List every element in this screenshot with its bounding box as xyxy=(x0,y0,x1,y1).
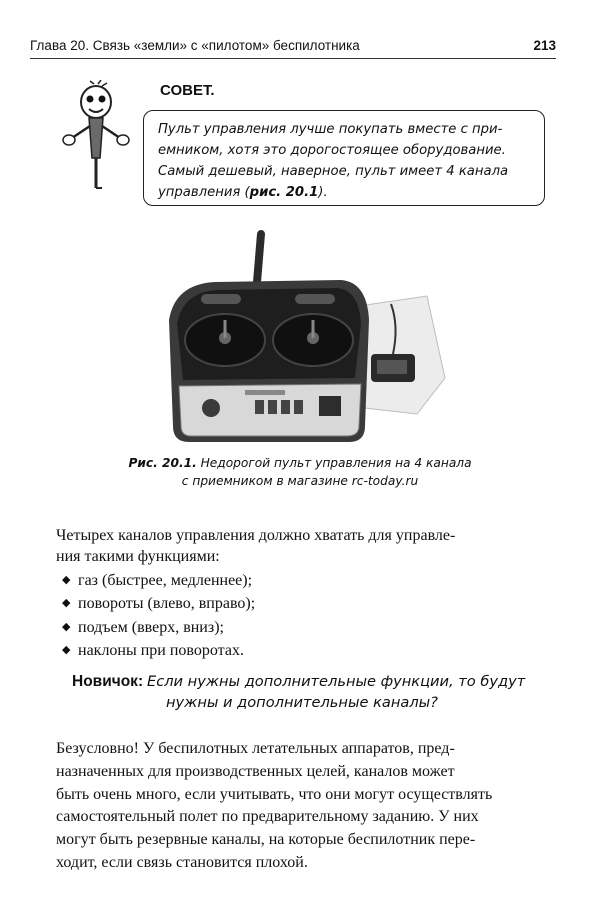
bullet-icon: ◆ xyxy=(62,597,71,610)
bullet-icon: ◆ xyxy=(62,643,71,656)
tip-last-prefix: управления ( xyxy=(158,185,250,200)
novice-question-text-2: нужны и дополнительные каналы? xyxy=(166,694,438,711)
tip-label: СОВЕТ. xyxy=(160,82,215,99)
figure-reference: рис. 20.1 xyxy=(249,185,319,200)
text-line: самостоятельный полет по предварительному заданию. У них xyxy=(56,808,479,826)
novice-question xyxy=(72,671,572,713)
list-item xyxy=(62,616,255,639)
list-item-text: подъем (вверх, вниз); xyxy=(78,618,224,636)
bullet-icon: ◆ xyxy=(62,574,71,586)
text-line: быть очень много, если учитывать, что они могут осуществлять xyxy=(56,785,493,803)
mascot-figure-icon xyxy=(56,80,136,192)
page-number: 213 xyxy=(533,38,556,53)
header-rule xyxy=(30,58,556,59)
novice-label: Новичок: xyxy=(72,673,144,690)
text-line: Безусловно! У беспилотных летательных аппаратов, пред- xyxy=(56,740,455,757)
list-item-text: повороты (влево, вправо); xyxy=(78,595,256,613)
answer-paragraph xyxy=(56,738,556,875)
intro-paragraph xyxy=(56,525,556,568)
list-item xyxy=(62,569,255,592)
list-item-text: газ (быстрее, медленнее); xyxy=(78,572,253,589)
tip-last-line xyxy=(158,182,534,203)
list-item-text: наклоны при поворотах. xyxy=(78,641,244,659)
novice-question-text-1: Если нужны дополнительные функции, то будут xyxy=(146,673,526,690)
chapter-title: Глава 20. Связь «земли» с «пилотом» беспилотника xyxy=(30,38,360,53)
text-line: Четырех каналов управления должно хватать для управле- xyxy=(56,527,456,544)
text-line: ния такими функциями: xyxy=(56,548,220,566)
caption-line-2: с приемником в магазине rc-today.ru xyxy=(181,474,419,488)
text-line: могут быть резервные каналы, на которые беспилотник пере- xyxy=(56,831,476,849)
bullet-icon: ◆ xyxy=(62,620,71,633)
novice-line-1 xyxy=(72,673,525,690)
function-list xyxy=(62,569,255,662)
figure-label: Рис. 20.1. xyxy=(128,456,197,470)
tip-line: емником, хотя это дорогостоящее оборудование. xyxy=(158,143,506,158)
text-line: ходит, если связь становится плохой. xyxy=(56,853,308,871)
list-item xyxy=(62,592,255,615)
tip-line: Самый дешевый, наверное, пульт имеет 4 канала xyxy=(158,164,509,179)
figure-caption xyxy=(0,454,600,490)
list-item xyxy=(62,639,255,662)
tip-last-suffix: ). xyxy=(318,185,328,200)
tip-box xyxy=(143,110,545,206)
caption-line-1 xyxy=(0,454,600,472)
caption-text-1: Недорогой пульт управления на 4 канала xyxy=(200,456,472,470)
tip-line: Пульт управления лучше покупать вместе с при- xyxy=(158,122,503,137)
figure-photo xyxy=(155,228,455,446)
text-line: назначенных для производственных целей, каналов может xyxy=(56,762,455,780)
